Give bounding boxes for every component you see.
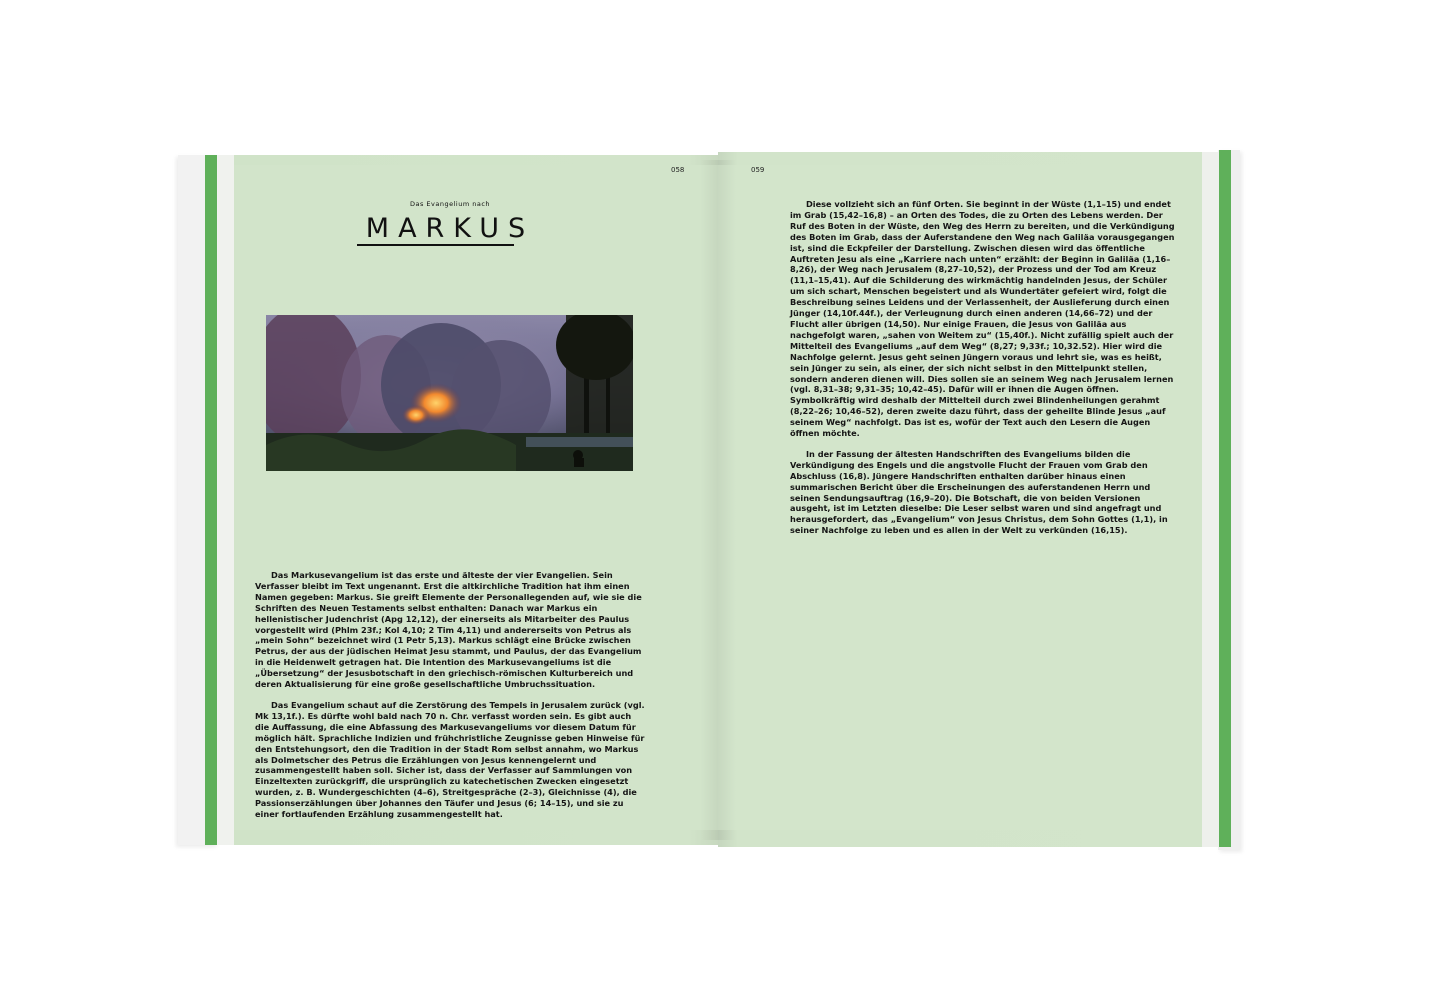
left-body-text (255, 570, 645, 820)
left-green-stripe (205, 155, 217, 845)
page-title: MARKUS (365, 213, 535, 244)
title-underline (357, 244, 514, 246)
right-body-text (790, 199, 1180, 536)
right-paragraph-1: Diese vollzieht sich an fünf Orten. Sie beginnt in der Wüste (1,1–15) und endet im Grab (15,42–16,8) – an Orten des Todes, die zu Orten des Lebens werden. Der Ruf des Boten in der Wüste, den Weg des Herrn zu bereiten, und die Verkündigung des Boten im Grab, dass der Auferstandene den Weg nach Galiläa vorausgegangen ist, sind die Eckpfeiler der Darstellung. Zwischen diesen wird das öffentliche Auftreten Jesu als eine „Karriere nach unten“ erzählt: der Beginn in Galiläa (1,16–8,26), der Weg nach Jerusalem (8,27–10,52), der Prozess und der Tod am Kreuz (11,1–15,41). Auf die Schilderung des wirkmächtig handelnden Jesus, der Schüler um sich schart, Menschen begeistert und als Wundertäter gefeiert wird, folgt die Beschreibung seines Leidens und der Verlassenheit, der Auslieferung durch einen Jünger (14,10f.44f.), der Verleugnung durch einen anderen (14,66–72) und der Flucht aller übrigen (14,50). Nur einige Frauen, die Jesus von Galiläa aus nachgefolgt waren, „sahen von Weitem zu“ (15,40f.). Nicht zufällig spielt auch der Mittelteil des Evangeliums „auf dem Weg“ (8,27; 9,33f.; 10,32.52). Hier wird die Nachfolge gelernt. Jesus geht seinen Jüngern voraus und lehrt sie, was es heißt, sein Jünger zu sein, als einer, der sich nicht selbst in den Mittelpunkt stellen, sondern anderen dienen will. Dies sollen sie an seinem Weg nach Jerusalem lernen (vgl. 8,31–38; 9,31–35; 10,42–45). Dafür will er ihnen die Augen öffnen. Symbolkräftig wird deshalb der Mittelteil durch zwei Blindenheilungen gerahmt (8,22–26; 10,46–52), deren zweite dazu führt, dass der geheilte Blinde Jesus „auf seinem Weg“ nachfolgt. Das ist es, wofür der Text auch den Lesern die Augen öffnen möchte. (790, 199, 1175, 439)
page-number-left: 058 (671, 166, 685, 174)
right-paragraph-2: In der Fassung der ältesten Handschriften des Evangeliums bilden die Verkündigung des Engels und die angstvolle Flucht der Frauen vom Grab den Abschluss (16,8). Jüngere Handschriften enthalten darüber hinaus einen summarischen Bericht über die Erscheinungen des auferstandenen Herrn und seinen Sendungsauftrag (16,9–20). Die Botschaft, die von beiden Versionen ausgeht, ist im Letzten dieselbe: Die Leser selbst waren und sind angefragt und herausgefordert, das „Evangelium“ von Jesus Christus, dem Sohn Gottes (1,1), in seiner Nachfolge zu leben und es allen in der Welt zu verkünden (16,15). (790, 448, 1168, 536)
left-paragraph-2: Das Evangelium schaut auf die Zerstörung des Tempels in Jerusalem zurück (vgl. Mk 13,1f.). Es dürfte wohl bald nach 70 n. Chr. verfasst worden sein. Es gibt auch die Auffassung, die eine Abfassung des Markusevangeliums vor diesem Datum für möglich hält. Sprachliche Indizien und frühchristliche Zeugnisse geben Hinweise für den Entstehungsort, den die Tradition in der Stadt Rom selbst annahm, wo Markus als Dolmetscher des Petrus die Erzählungen von Jesus kennengelernt und zusammengestellt haben soll. Sicher ist, dass der Verfasser auf Sammlungen von Einzeltexten zurückgriff, die ursprünglich zu katechetischen Zwecken eingesetzt wurden, z. B. Wundergeschichten (4–6), Streitgespräche (2–3), Gleichnisse (4), die Passionserzählungen über Johannes den Täufer und Jesus (6; 14–15), und sie zu einer fortlaufenden Erzählung zusammengestellt hat. (255, 699, 645, 820)
page-number-right: 059 (751, 166, 765, 174)
left-paragraph-1: Das Markusevangelium ist das erste und älteste der vier Evangelien. Sein Verfasser bleibt im Text ungenannt. Erst die altkirchliche Tradition hat ihm einen Namen gegeben: Markus. Sie greift Elemente der Personallegenden auf, wie sie die Schriften des Neuen Testaments selbst enthalten: Danach war Markus ein hellenistischer Judenchrist (Apg 12,12), der einerseits als Mitarbeiter des Paulus vorgestellt wird (Phlm 23f.; Kol 4,10; 2 Tim 4,11) und andererseits von Petrus als „mein Sohn“ bezeichnet wird (1 Petr 5,13). Markus schlägt eine Brücke zwischen Petrus, der aus der jüdischen Heimat Jesu stammt, und Paulus, der das Evangelium in die Heidenwelt getragen hat. Die Intention des Markusevangeliums ist die „Übersetzung“ der Jesusbotschaft in den griechisch-römischen Kulturbereich und deren Aktualisierung für eine große gesellschaftliche Umbruchssituation. (255, 570, 642, 690)
photo-illustration (266, 315, 633, 471)
spine-gutter (700, 160, 736, 840)
title-kicker: Das Evangelium nach (409, 200, 491, 208)
right-green-stripe (1219, 150, 1231, 847)
forest-fire-photo (266, 315, 633, 471)
